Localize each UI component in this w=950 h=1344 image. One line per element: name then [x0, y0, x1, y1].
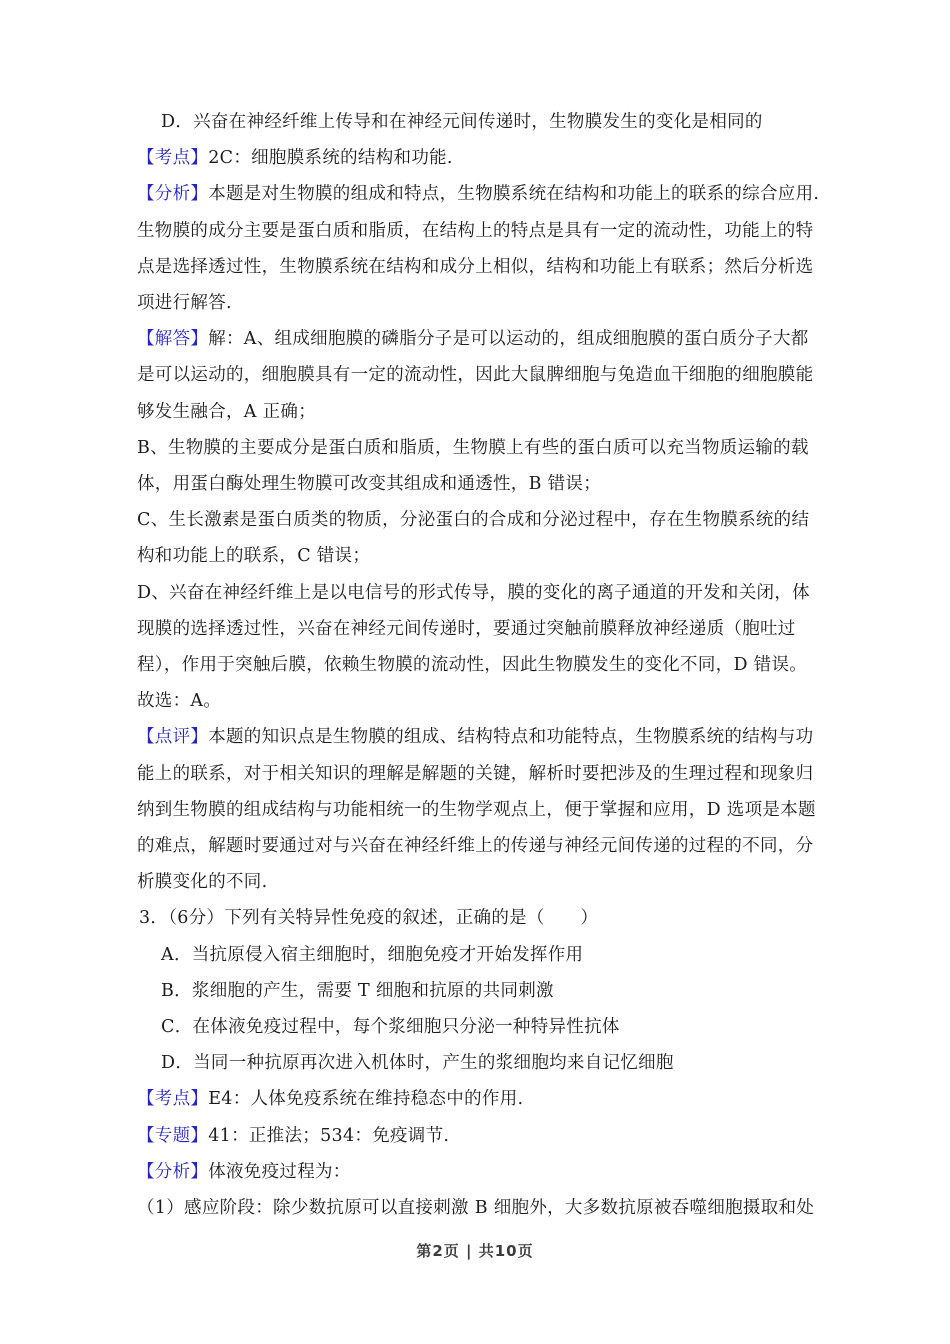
line-text: C、生长激素是蛋白质类的物质，分泌蛋白的合成和分泌过程中，存在生物膜系统的结 — [137, 510, 810, 531]
line-text: 体液免疫过程为： — [208, 1161, 351, 1182]
section-line — [137, 1154, 819, 1190]
line-text: 故选：A。 — [137, 691, 222, 712]
text-line — [137, 538, 819, 574]
section-label: 【分析】 — [137, 1161, 209, 1182]
line-text: C．在体液免疫过程中，每个浆细胞只分泌一种特异性抗体 — [161, 1017, 620, 1038]
page-footer — [0, 1240, 950, 1261]
line-text: 构和功能上的联系，C 错误； — [137, 546, 371, 567]
line-text: 点是选择透过性，生物膜系统在结构和成分上相似，结构和功能上有联系；然后分析选 — [137, 256, 814, 277]
section-line — [137, 719, 819, 755]
line-text: 的难点，解题时要通过对与兴奋在神经纤维上的传递与神经元间传递的过程的不同，分 — [137, 836, 814, 857]
text-line — [137, 647, 819, 683]
choice-line — [137, 1009, 819, 1045]
section-line — [137, 140, 819, 176]
section-label: 【专题】 — [137, 1125, 209, 1146]
line-text: A．当抗原侵入宿主细胞时，细胞免疫才开始发挥作用 — [161, 944, 584, 965]
text-line — [137, 792, 819, 828]
line-text: 体，用蛋白酶处理生物膜可改变其组成和通透性，B 错误； — [137, 474, 602, 495]
line-text: 纳到生物膜的组成结构与功能相统一的生物学观点上，便于掌握和应用，D 选项是本题 — [137, 799, 816, 820]
line-text: 现膜的选择透过性，兴奋在神经元间传递时，要通过突触前膜释放神经递质（胞吐过 — [137, 618, 796, 639]
section-line — [137, 176, 819, 212]
line-text: 够发生融合，A 正确； — [137, 401, 316, 422]
choice-line — [137, 1045, 819, 1081]
line-text: 2C：细胞膜系统的结构和功能. — [208, 148, 453, 169]
line-text: 程），作用于突触后膜，依赖生物膜的流动性，因此生物膜发生的变化不同，D 错误。 — [137, 655, 808, 676]
line-text: E4：人体免疫系统在维持稳态中的作用. — [208, 1089, 524, 1110]
section-label: 【考点】 — [137, 148, 209, 169]
section-line — [137, 1118, 819, 1154]
footer-page-indicator: 第2页 | 共10页 — [416, 1242, 534, 1260]
text-line — [137, 611, 819, 647]
line-text: B．浆细胞的产生，需要 T 细胞和抗原的共同刺激 — [161, 980, 554, 1001]
line-text: 本题是对生物膜的组成和特点，生物膜系统在结构和功能上的联系的综合应用. — [208, 184, 820, 205]
line-text: D、兴奋在神经纤维上是以电信号的形式传导，膜的变化的离子通道的开发和关闭，体 — [137, 582, 810, 603]
line-text: 是可以运动的，细胞膜具有一定的流动性，因此大鼠脾细胞与兔造血干细胞的细胞膜能 — [137, 365, 814, 386]
line-text: D．当同一种抗原再次进入机体时，产生的浆细胞均来自记忆细胞 — [161, 1053, 674, 1074]
choice-line — [137, 937, 819, 973]
text-line — [137, 683, 819, 719]
section-label: 【分析】 — [137, 184, 209, 205]
document-content — [137, 104, 819, 1226]
text-line — [137, 430, 819, 466]
text-line — [137, 502, 819, 538]
line-text: 项进行解答. — [137, 293, 232, 314]
text-line — [137, 394, 819, 430]
question-line — [137, 900, 819, 936]
section-label: 【点评】 — [137, 727, 209, 748]
text-line — [137, 575, 819, 611]
line-text: 本题的知识点是生物膜的组成、结构特点和功能特点，生物膜系统的结构与功 — [208, 727, 814, 748]
choice-line — [137, 973, 819, 1009]
section-line — [137, 1081, 819, 1117]
section-line — [137, 321, 819, 357]
text-line — [137, 213, 819, 249]
line-text: 析膜变化的不同. — [137, 872, 268, 893]
text-line — [137, 285, 819, 321]
line-text: D．兴奋在神经纤维上传导和在神经元间传递时，生物膜发生的变化是相同的 — [161, 112, 763, 132]
line-text: 3．（6分）下列有关特异性免疫的叙述，正确的是（ ） — [139, 908, 599, 929]
text-line — [137, 828, 819, 864]
line-text: 解：A、组成细胞膜的磷脂分子是可以运动的，组成细胞膜的蛋白质分子大都 — [208, 329, 809, 350]
line-text: 能上的联系，对于相关知识的理解是解题的关键，解析时要把涉及的生理过程和现象归 — [137, 763, 814, 784]
choice-line — [137, 104, 819, 140]
text-line — [137, 864, 819, 900]
text-line — [137, 756, 819, 792]
text-line — [137, 357, 819, 393]
text-line — [137, 249, 819, 285]
text-line — [137, 466, 819, 502]
section-label: 【考点】 — [137, 1089, 209, 1110]
text-line — [137, 1190, 819, 1226]
line-text: （1）感应阶段：除少数抗原可以直接刺激 B 细胞外，大多数抗原被吞噬细胞摄取和处 — [137, 1198, 815, 1219]
line-text: 41：正推法；534：免疫调节. — [208, 1125, 450, 1146]
section-label: 【解答】 — [137, 329, 209, 350]
line-text: 生物膜的成分主要是蛋白质和脂质，在结构上的特点是具有一定的流动性，功能上的特 — [137, 220, 814, 241]
line-text: B、生物膜的主要成分是蛋白质和脂质，生物膜上有些的蛋白质可以充当物质运输的载 — [137, 437, 809, 458]
